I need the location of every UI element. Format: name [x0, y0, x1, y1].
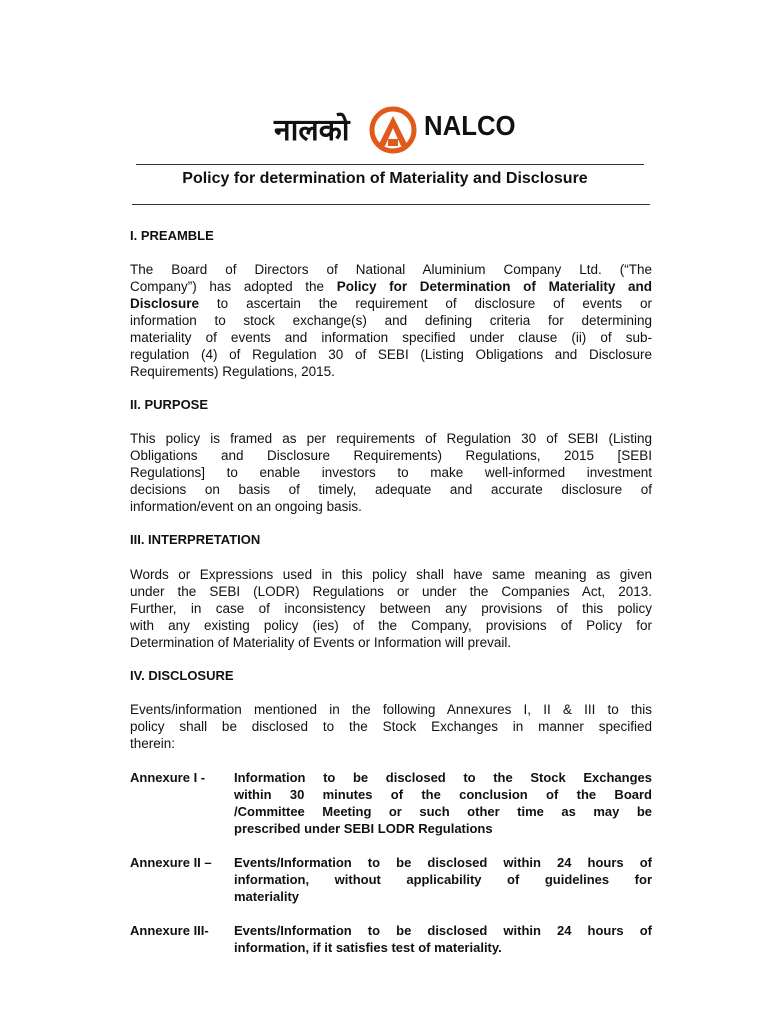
paragraph-line: decisions on basis of timely, adequate and accurate disclosure of: [130, 482, 652, 497]
nalco-emblem-icon: [368, 106, 418, 154]
paragraph-line: Regulations] to enable investors to make well-informed investment: [130, 465, 652, 480]
annexure-label: Annexure III-: [130, 923, 209, 938]
interpretation-paragraph: [130, 566, 652, 651]
annexure-line: Information to be disclosed to the Stock Exchanges: [234, 770, 652, 785]
annexure-line: /Committee Meeting or such other time as may be: [234, 804, 652, 819]
preamble-heading: I. PREAMBLE: [130, 228, 214, 243]
annexure-description: [234, 769, 652, 837]
paragraph-line: therein:: [130, 736, 176, 751]
title-bottom-rule: [132, 204, 650, 205]
annexure-line: information, without applicability of guidelines for: [234, 872, 652, 887]
annexure-description: [234, 854, 652, 905]
annexure-line: Events/Information to be disclosed within 24 hours of: [234, 923, 652, 938]
annexure-item: [130, 922, 652, 956]
annexure-line: Events/Information to be disclosed within 24 hours of: [234, 855, 652, 870]
paragraph-line: under the SEBI (LODR) Regulations or under the Companies Act, 2013.: [130, 584, 652, 599]
paragraph-line: [130, 295, 652, 312]
paragraph-line: policy shall be disclosed to the Stock Exchanges in manner specified: [130, 719, 652, 734]
line-text: Company”) has adopted the: [130, 279, 337, 294]
paragraph-line: Events/information mentioned in the following Annexures I, II & III to this: [130, 702, 652, 717]
annexure-line: materiality: [234, 889, 300, 904]
paragraph-line: regulation (4) of Regulation 30 of SEBI (Listing Obligations and Disclosure: [130, 347, 652, 362]
logo-english-text: NALCO: [424, 110, 516, 141]
purpose-paragraph: [130, 430, 652, 515]
bold-policy-name: Policy for Determination of Materiality and: [336, 279, 652, 294]
annexure-item: [130, 854, 652, 905]
page-title: Policy for determination of Materiality and Disclosure: [182, 170, 588, 187]
logo-hindi-text: नालको: [274, 113, 350, 148]
paragraph-line: Determination of Materiality of Events or Information will prevail.: [130, 635, 512, 650]
paragraph-line: information to stock exchange(s) and defining criteria for determining: [130, 313, 652, 328]
annexure-line: information, if it satisfies test of materiality.: [234, 940, 502, 955]
paragraph-line: Words or Expressions used in this policy shall have same meaning as given: [130, 567, 652, 582]
annexure-item: [130, 769, 652, 837]
line-text: to ascertain the requirement of disclosure of events or: [199, 296, 652, 311]
annexure-line: prescribed under SEBI LODR Regulations: [234, 821, 493, 836]
paragraph-line: [130, 278, 652, 295]
annexure-label: Annexure II –: [130, 855, 212, 870]
purpose-heading: II. PURPOSE: [130, 397, 209, 412]
paragraph-line: information/event on an ongoing basis.: [130, 499, 362, 514]
paragraph-line: This policy is framed as per requirements of Regulation 30 of SEBI (Listing: [130, 431, 652, 446]
paragraph-line: materiality of events and information specified under clause (ii) of sub-: [130, 330, 652, 345]
annexure-label: Annexure I -: [130, 770, 206, 785]
preamble-paragraph: [130, 261, 652, 380]
nalco-logo: [272, 104, 516, 156]
annexure-line: within 30 minutes of the conclusion of the Board: [234, 787, 652, 802]
paragraph-line: Requirements) Regulations, 2015.: [130, 364, 335, 379]
title-top-rule: [136, 164, 644, 165]
bold-policy-name-cont: Disclosure: [130, 296, 200, 311]
interpretation-heading: III. INTERPRETATION: [130, 532, 261, 547]
paragraph-line: with any existing policy (ies) of the Company, provisions of Policy for: [130, 618, 652, 633]
disclosure-paragraph: [130, 701, 652, 752]
disclosure-heading: IV. DISCLOSURE: [130, 668, 234, 683]
paragraph-line: Obligations and Disclosure Requirements) Regulations, 2015 [SEBI: [130, 448, 652, 463]
paragraph-line: Further, in case of inconsistency between any provisions of this policy: [130, 601, 652, 616]
paragraph-line: The Board of Directors of National Aluminium Company Ltd. (“The: [130, 262, 652, 277]
annexure-description: [234, 922, 652, 956]
